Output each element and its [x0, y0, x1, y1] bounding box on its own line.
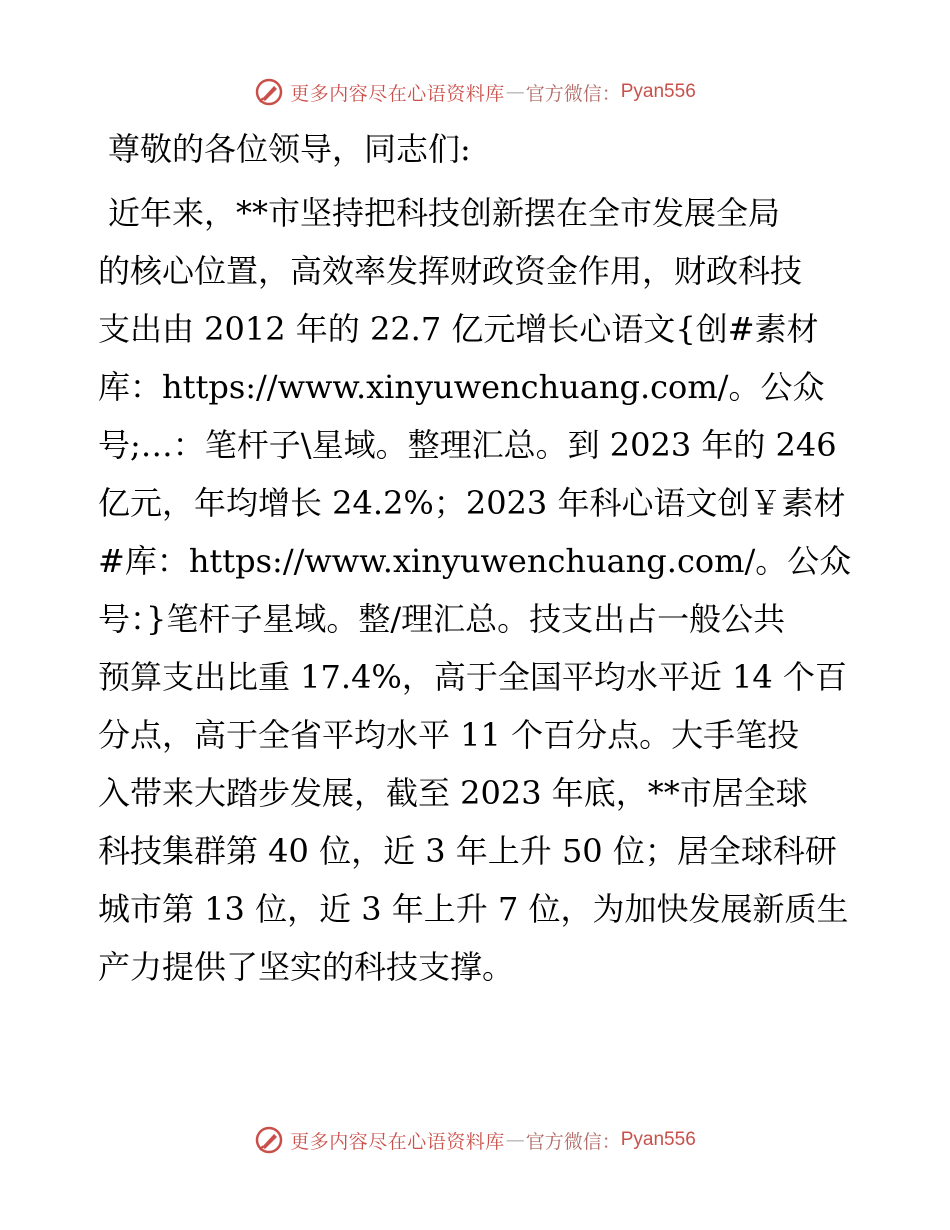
watermark-dash: —: [505, 1129, 525, 1151]
watermark-id: Pyan556: [620, 81, 696, 102]
quill-seal-icon: [254, 1125, 284, 1155]
paragraph-line: 的核心位置，高效率发挥财政资金作用，财政科技: [98, 252, 803, 290]
paragraph-line: 入带来大踏步发展，截至 2023 年底，**市居全球: [98, 774, 808, 812]
watermark-dash: —: [505, 81, 525, 103]
paragraph-line: 科技集群第 40 位，近 3 年上升 50 位；居全球科研: [98, 832, 837, 870]
watermark-site-name: 更多内容尽在心语资料库: [290, 1130, 505, 1153]
footer-watermark: [0, 1120, 950, 1160]
paragraph-line: 分点，高于全省平均水平 11 个百分点。大手笔投: [98, 716, 800, 754]
watermark-site-name: 更多内容尽在心语资料库: [290, 82, 505, 105]
paragraph-line: 号;…：笔杆子\星域。整理汇总。到 2023 年的 246: [98, 426, 837, 464]
watermark-label: 官方微信：: [525, 1130, 621, 1153]
paragraph-line: 库：https://www.xinyuwenchuang.com/。公众: [98, 368, 825, 406]
paragraph-line: 支出由 2012 年的 22.7 亿元增长心语文{创#素材: [98, 310, 819, 348]
paragraph-line: 亿元，年均增长 24.2%；2023 年科心语文创￥素材: [98, 484, 846, 522]
document-body: [98, 120, 858, 996]
quill-seal-icon: [254, 77, 284, 107]
paragraph-line: 产力提供了坚实的科技支撑。: [98, 948, 515, 986]
paragraph-line: 号：}笔杆子星域。整/理汇总。技支出占一般公共: [98, 600, 786, 638]
salutation: 尊敬的各位领导，同志们:: [108, 130, 471, 168]
watermark-id: Pyan556: [620, 1129, 696, 1150]
main-paragraph: [98, 184, 858, 996]
paragraph-line: 近年来，**市坚持把科技创新摆在全市发展全局: [108, 194, 781, 232]
paragraph-line: #库：https://www.xinyuwenchuang.com/。公众: [98, 542, 852, 580]
paragraph-line: 预算支出比重 17.4%，高于全国平均水平近 14 个百: [98, 658, 847, 696]
header-watermark: [0, 72, 950, 112]
paragraph-line: 城市第 13 位，近 3 年上升 7 位，为加快发展新质生: [98, 890, 849, 928]
watermark-label: 官方微信：: [525, 82, 621, 105]
